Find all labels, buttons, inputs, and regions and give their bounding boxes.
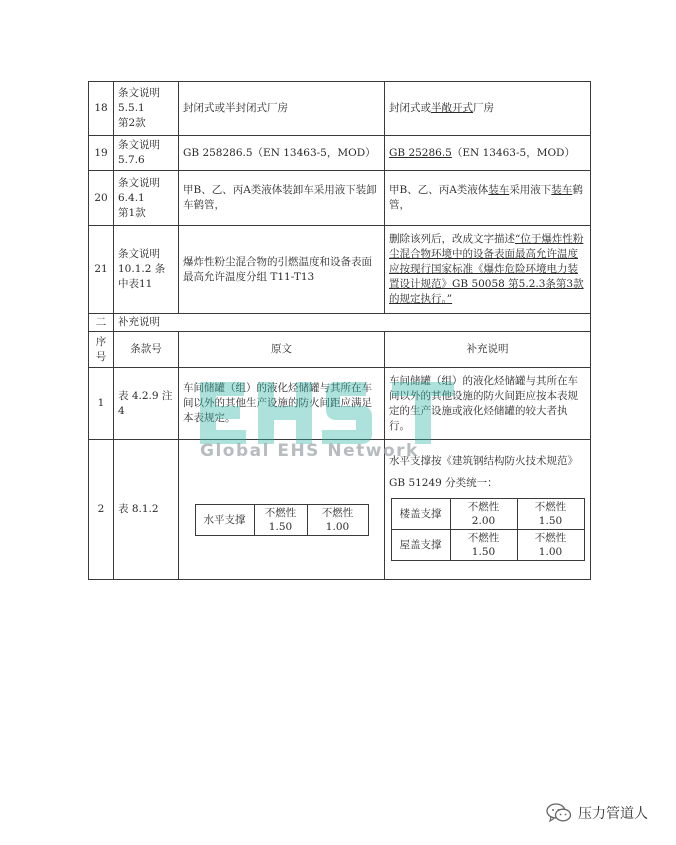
row-number: 18 (89, 82, 114, 136)
row-number: 20 (89, 171, 114, 226)
clause-cell (114, 226, 179, 314)
footer-brand (546, 803, 648, 823)
revised-text-part: （EN 13463-5，MOD） (451, 146, 575, 159)
inner-cell (450, 530, 517, 561)
revised-text-part: 甲B、乙、丙A类液体 (389, 184, 489, 196)
clause-line: 第2款 (118, 117, 146, 129)
original-text: 爆炸性粉尘混合物的引燃温度和设备表面最高允许温度分组 T11-T13 (179, 226, 385, 314)
revised-underlined: 装车 (488, 184, 510, 196)
clause-cell (114, 171, 179, 226)
revised-text (385, 171, 591, 226)
revised-underlined: “位于爆炸性粉尘混合物环境中的设备表面最高允许温度应按现行国家标准《爆炸危险环境电力装置设计规范》GB 50058 第5.2.3条第3款的规定执行。” (389, 233, 584, 305)
table-row (89, 368, 591, 440)
revised-text-part: 采用液下 (509, 184, 552, 196)
header-original: 原文 (179, 332, 385, 368)
supplement-cell (385, 440, 591, 580)
revised-text-part: 厂房 (473, 102, 494, 114)
revision-table (88, 81, 591, 580)
inner-cell (254, 504, 307, 535)
clause-line: 5.5.1 (118, 102, 145, 114)
inner-cell (450, 499, 517, 530)
clause-line: 第1款 (118, 206, 146, 219)
revised-text-part: 删除该列后，改成文字描述 (389, 233, 515, 245)
clause-line: 6.4.1 (118, 191, 145, 204)
clause-line: 10.1.2 条 (118, 263, 166, 275)
revised-text (385, 226, 591, 314)
revised-text-part: 鹤管， (389, 184, 583, 211)
table-row (89, 440, 591, 580)
inner-label: 水平支撑 (195, 504, 254, 535)
clause-line: 条文说明 (118, 87, 160, 99)
inner-row (391, 499, 584, 530)
clause-cell: 表 4.2.9 注4 (114, 368, 179, 440)
inner-cell (517, 530, 584, 561)
revised-text (385, 82, 591, 136)
watermark-text: Global EHS Network (200, 441, 419, 461)
supplement-text: 车间储罐（组）的液化烃储罐与其所在车间以外的其他设施的防火间距应按本表规定的生产设施或液化烃储罐的较大者执行。 (385, 368, 591, 440)
original-text: GB 258286.5（EN 13463-5，MOD） (179, 136, 385, 171)
revised-underlined: GB 25286.5 (389, 146, 452, 159)
header-clause: 条款号 (114, 332, 179, 368)
clause-cell (114, 82, 179, 136)
inner-cell (517, 499, 584, 530)
table-row (89, 82, 591, 136)
revised-text-part: 封闭式或 (389, 102, 431, 114)
footer-label: 压力管道人 (578, 806, 648, 822)
section-title: 补充说明 (114, 314, 591, 332)
inner-row (391, 530, 584, 561)
original-text: 车间储罐（组）的液化烃储罐与其所在车间以外的其他生产设施的防火间距应满足本表规定。 (179, 368, 385, 440)
table-row (89, 136, 591, 171)
inner-row (195, 504, 368, 535)
inner-top: 不燃性 (321, 506, 354, 519)
original-text: 封闭式或半封闭式厂房 (179, 82, 385, 136)
inner-bottom: 1.00 (325, 520, 350, 533)
wechat-icon (546, 803, 572, 823)
row-number: 21 (89, 226, 114, 314)
row-number: 2 (89, 440, 114, 580)
inner-cell (307, 504, 368, 535)
inner-bottom: 1.50 (471, 546, 496, 558)
original-inner-table (195, 504, 369, 536)
clause-line: 5.7.6 (118, 154, 145, 166)
header-supplement: 补充说明 (385, 332, 591, 368)
inner-bottom: 2.00 (471, 515, 496, 527)
inner-top: 不燃性 (264, 506, 297, 519)
inner-top: 不燃性 (534, 532, 567, 544)
inner-top: 不燃性 (534, 501, 567, 513)
clause-line: 条文说明 (118, 248, 160, 260)
supplement-intro: 水平支撑按《建筑钢结构防火技术规范》GB 51249 分类统一： (389, 455, 578, 489)
header-row (89, 332, 591, 368)
revised-text (385, 136, 591, 171)
table-row (89, 226, 591, 314)
table-row (89, 171, 591, 226)
inner-top: 不燃性 (467, 532, 500, 544)
header-no: 序号 (89, 332, 114, 368)
clause-line: 中表11 (118, 278, 153, 290)
row-number: 19 (89, 136, 114, 171)
inner-label: 屋盖支撑 (391, 530, 450, 561)
inner-bottom: 1.50 (268, 520, 293, 533)
section-heading-row (89, 314, 591, 332)
revised-underlined: 装车 (551, 184, 573, 196)
inner-bottom: 1.00 (538, 546, 563, 558)
original-text: 甲B、乙、丙A类液体装卸车采用液下装卸车鹤管， (179, 171, 385, 226)
section-number: 二 (89, 314, 114, 332)
clause-cell (114, 136, 179, 171)
clause-line: 条文说明 (118, 139, 160, 151)
original-cell (179, 440, 385, 580)
clause-cell: 表 8.1.2 (114, 440, 179, 580)
row-number: 1 (89, 368, 114, 440)
inner-label: 楼盖支撑 (391, 499, 450, 530)
revised-underlined: 半敞开式 (431, 102, 473, 114)
inner-top: 不燃性 (467, 501, 500, 513)
supplement-inner-table (391, 498, 585, 561)
inner-bottom: 1.50 (538, 515, 563, 527)
clause-line: 条文说明 (118, 176, 160, 189)
